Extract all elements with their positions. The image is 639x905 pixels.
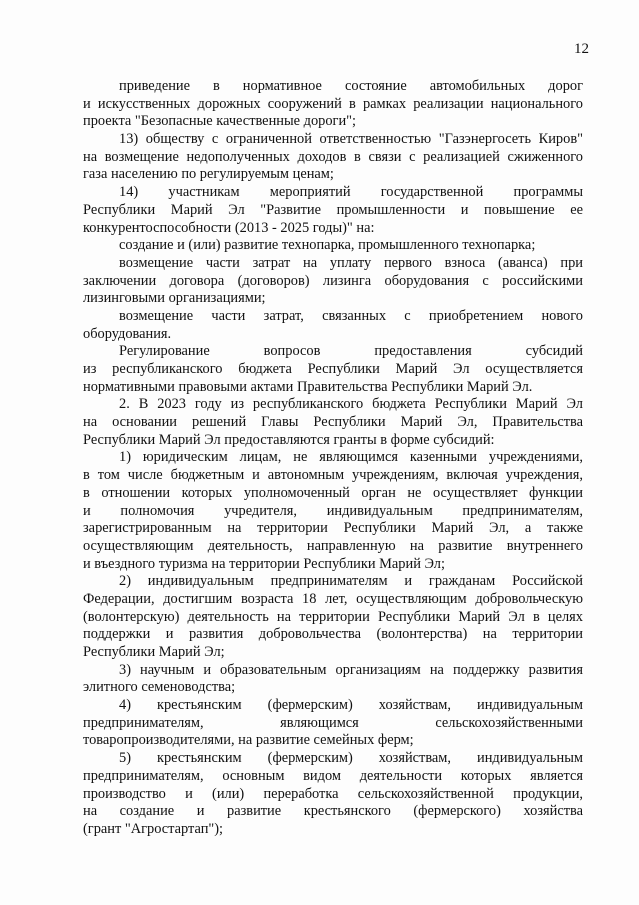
text-line: Республики Марий Эл "Развитие промышленности и повышение ее bbox=[83, 201, 583, 218]
text-line: в том числе бюджетным и автономным учреждениям, включая учреждения, bbox=[83, 467, 583, 484]
text-line: и искусственных дорожных сооружений в рамках реализации национального bbox=[83, 95, 583, 112]
text-line: 13) обществу с ограниченной ответственностью "Газэнергосеть Киров" bbox=[119, 131, 583, 148]
text-line: заключении договора (договоров) лизинга оборудования с российскими bbox=[83, 272, 583, 289]
text-line: 3) научным и образовательным организациям на поддержку развития bbox=[119, 661, 583, 678]
text-line: (грант "Агростартап"); bbox=[83, 820, 224, 837]
text-line: нормативными правовыми актами Правительства Республики Марий Эл. bbox=[83, 378, 533, 395]
text-line: 2. В 2023 году из республиканского бюджета Республики Марий Эл bbox=[119, 396, 583, 413]
text-line: товаропроизводителями, на развитие семейных ферм; bbox=[83, 732, 414, 749]
text-line: возмещение части затрат на уплату первого взноса (аванса) при bbox=[119, 254, 583, 271]
text-line: в отношении которых уполномоченный орган не осуществляет функции bbox=[83, 484, 583, 501]
text-line: осуществляющим деятельность, направленную на развитие внутреннего bbox=[83, 537, 583, 554]
text-line: производство и (или) переработка сельскохозяйственной продукции, bbox=[83, 785, 583, 802]
text-line: 14) участникам мероприятий государственной программы bbox=[119, 184, 583, 201]
text-line: газа населению по регулируемым ценам; bbox=[83, 166, 334, 183]
text-line: возмещение части затрат, связанных с приобретением нового bbox=[119, 307, 583, 324]
text-line: приведение в нормативное состояние автомобильных дорог bbox=[119, 78, 583, 94]
text-line: 1) юридическим лицам, не являющимся казенными учреждениями, bbox=[119, 449, 583, 466]
text-line: на основании решений Главы Республики Марий Эл, Правительства bbox=[83, 414, 583, 431]
text-line: 4) крестьянским (фермерским) хозяйствам, индивидуальным bbox=[119, 697, 583, 714]
text-line: Республики Марий Эл; bbox=[83, 644, 225, 660]
text-line: элитного семеноводства; bbox=[83, 679, 236, 696]
text-line: 2) индивидуальным предпринимателям и гражданам Российской bbox=[119, 573, 583, 590]
text-line: оборудования. bbox=[83, 325, 172, 342]
text-line: на создание и развитие крестьянского (фермерского) хозяйства bbox=[83, 803, 583, 820]
text-line: 5) крестьянским (фермерским) хозяйствам, индивидуальным bbox=[119, 750, 583, 767]
page-number: 12 bbox=[574, 41, 589, 57]
text-line: поддержки и развития добровольчества (волонтерства) на территории bbox=[83, 626, 583, 643]
text-line: конкурентоспособности (2013 - 2025 годы)" на: bbox=[83, 219, 375, 236]
text-line: предпринимателям, основным видом деятельности которых является bbox=[83, 767, 583, 784]
document-body-text bbox=[83, 78, 583, 839]
text-line: (волонтерскую) деятельность на территории Республики Марий Эл в целях bbox=[83, 608, 583, 625]
text-line: Регулирование вопросов предоставления субсидий bbox=[119, 343, 583, 360]
text-line: проекта "Безопасные качественные дороги"; bbox=[83, 113, 357, 130]
text-line: предпринимателям, являющимся сельскохозяйственными bbox=[83, 714, 583, 731]
text-line: Республики Марий Эл предоставляются гранты в форме субсидий: bbox=[83, 431, 495, 448]
text-line: зарегистрированным на территории Республики Марий Эл, а также bbox=[83, 520, 583, 537]
text-line: Федерации, достигшим возраста 18 лет, осуществляющим добровольческую bbox=[83, 590, 583, 607]
text-line: и полномочия учредителя, индивидуальным предпринимателям, bbox=[83, 502, 583, 519]
text-line: из республиканского бюджета Республики Марий Эл осуществляется bbox=[83, 361, 583, 377]
text-line: лизинговыми организациями; bbox=[83, 290, 266, 307]
text-line: на возмещение недополученных доходов в связи с реализацией сжиженного bbox=[83, 148, 583, 165]
text-line: создание и (или) развитие технопарка, промышленного технопарка; bbox=[119, 237, 536, 254]
text-line: и въездного туризма на территории Республики Марий Эл; bbox=[83, 555, 445, 572]
